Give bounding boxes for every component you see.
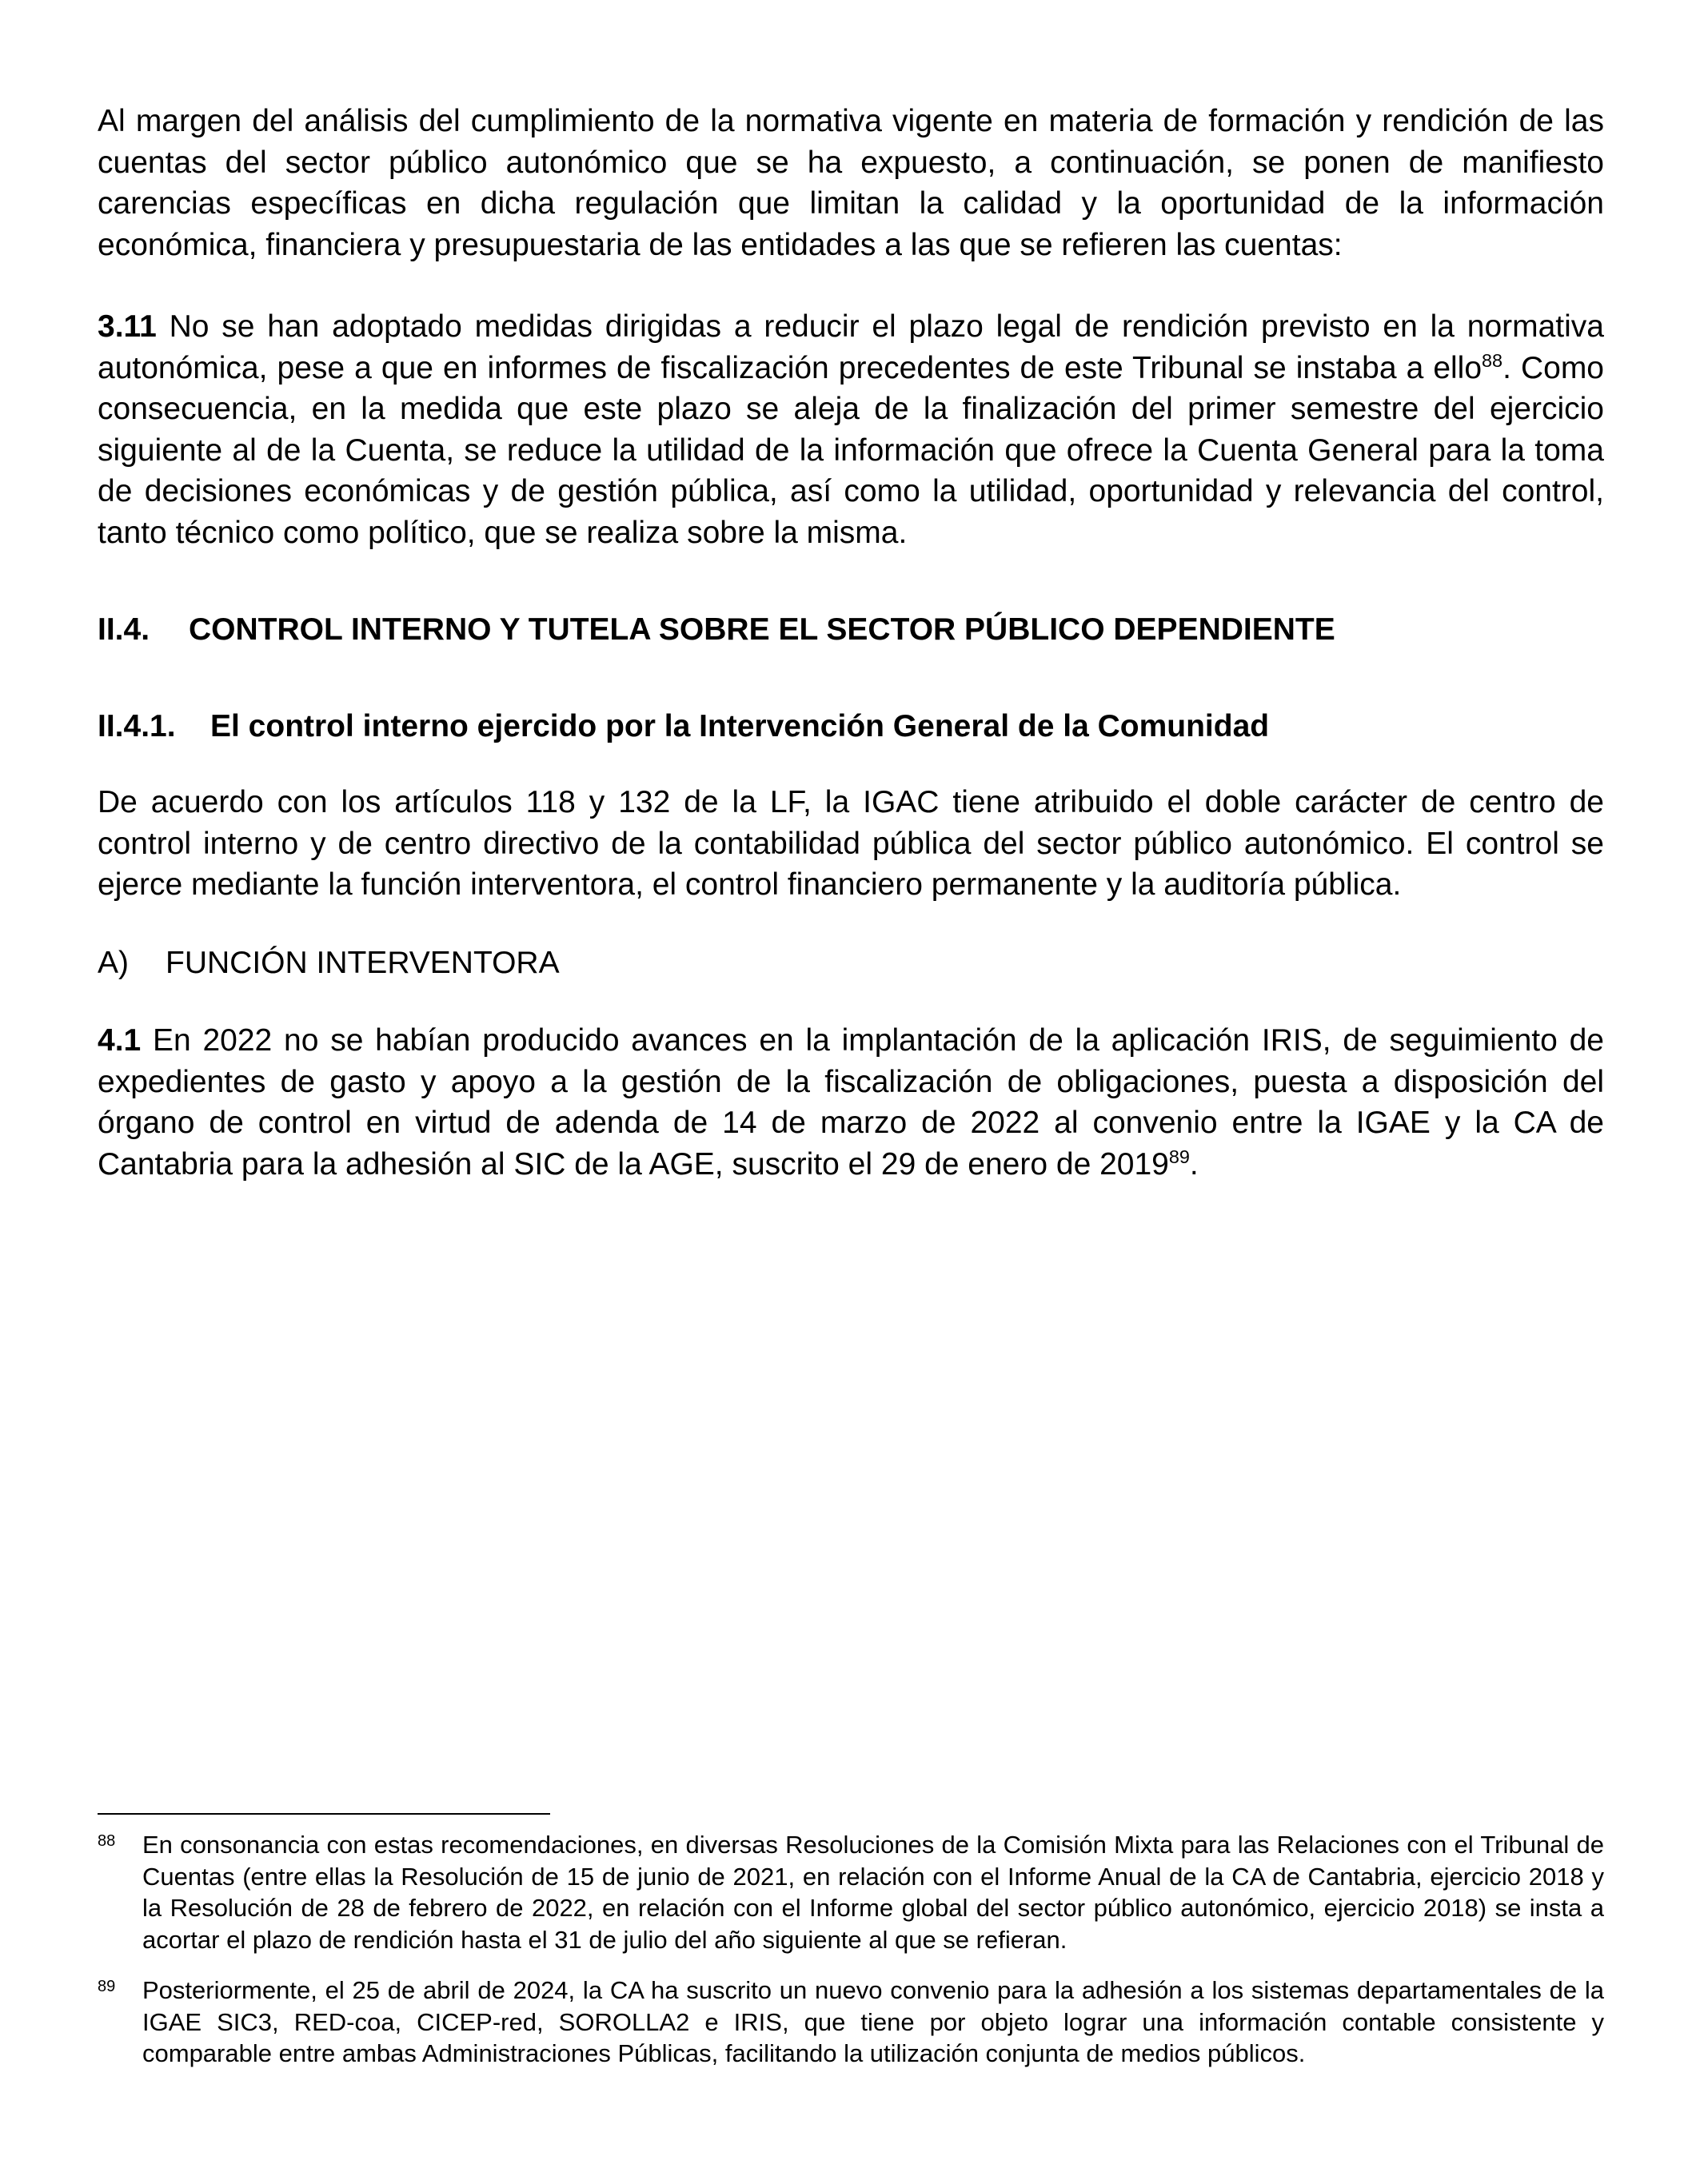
point-4-1-number: 4.1 — [98, 1023, 142, 1058]
point-3-11-text-after: . Como consecuencia, en la medida que este plazo se aleja de la finalización del primer semestre del ejercicio siguiente al de la Cuenta, se reduce la utilidad de la información que ofrece la Cuenta General para la toma de decisiones económicas y de gestión pública, así como la utilidad, oportunidad y relevancia del control, tanto técnico como político, que se realiza sobre la misma. — [98, 350, 1605, 550]
document-page — [98, 101, 1604, 1185]
subheading-title: FUNCIÓN INTERVENTORA — [166, 945, 560, 980]
section-heading-ii4 — [98, 609, 1604, 651]
section-title-ii4: CONTROL INTERNO Y TUTELA SOBRE EL SECTOR PÚBLICO DEPENDIENTE — [189, 612, 1335, 647]
point-4-1-end: . — [1189, 1146, 1199, 1182]
footnote-88 — [98, 1829, 1604, 1955]
point-4-1-text: En 2022 no se habían producido avances en la implantación de la aplicación IRIS, de seguimiento de expedientes de gasto y apoyo a la gestión de la fiscalización de obligaciones, puesta a disposición del órgano de control en virtud de adenda de 14 de marzo de 2022 al convenio entre la IGAE y la CA de Cantabria para la adhesión al SIC de la AGE, suscrito el 29 de enero de 2019 — [98, 1023, 1604, 1182]
footnote-ref-89[interactable]: 89 — [1168, 1146, 1190, 1167]
footnote-number: 89 — [98, 1978, 116, 1995]
point-3-11-number: 3.11 — [98, 309, 157, 344]
footnote-ref-88[interactable]: 88 — [1482, 349, 1503, 371]
point-4-1-paragraph — [98, 1020, 1604, 1185]
subheading-letter: A) — [98, 945, 129, 980]
intro-paragraph: Al margen del análisis del cumplimiento de la normativa vigente en materia de formación y rendición de las cuentas del sector público autonómico que se ha expuesto, a continuación, se ponen de manifiesto carencias específicas en dicha regulación que limitan la calidad y la oportunidad de la información económica, financiera y presupuestaria de las entidades a las que se refieren las cuentas: — [98, 104, 1604, 262]
section-heading-ii41 — [98, 706, 1604, 747]
subheading-funcion-interventora — [98, 943, 1604, 984]
section-number-ii4: II.4. — [98, 612, 150, 647]
footnote-text: Posteriormente, el 25 de abril de 2024, la CA ha suscrito un nuevo convenio para la adhesión a los sistemas departamentales de la IGAE SIC3, RED-coa, CICEP-red, SOROLLA2 e IRIS, que tiene por objeto lograr una información contable consistente y comparable entre ambas Administraciones Públicas, facilitando la utilización conjunta de medios públicos. — [142, 1976, 1604, 2067]
footnote-text: En consonancia con estas recomendaciones, en diversas Resoluciones de la Comisión Mixta para las Relaciones con el Tribunal de Cuentas (entre ellas la Resolución de 15 de junio de 2021, en relación con el Informe Anual de la CA de Cantabria, ejercicio 2018 y la Resolución de 28 de febrero de 2022, en relación con el Informe global del sector público autonómico, ejercicio 2018) se insta a acortar el plazo de rendición hasta el 31 de julio del año siguiente al que se refieran. — [142, 1831, 1604, 1954]
footnote-separator — [98, 1813, 550, 1815]
footnote-89 — [98, 1975, 1604, 2070]
point-3-11-text-before: No se han adoptado medidas dirigidas a reducir el plazo legal de rendición previsto en la normativa autonómica, pese a que en informes de fiscalización precedentes de este Tribunal se instaba a ello — [98, 309, 1604, 385]
footnotes — [98, 1829, 1604, 2070]
footnote-number: 88 — [98, 1832, 116, 1850]
section-title-ii41: El control interno ejercido por la Intervención General de la Comunidad — [210, 708, 1270, 743]
section-number-ii41: II.4.1. — [98, 708, 176, 743]
control-paragraph: De acuerdo con los artículos 118 y 132 de la LF, la IGAC tiene atribuido el doble carácter de centro de control interno y de centro directivo de la contabilidad pública del sector público autonómico. El control se ejerce mediante la función interventora, el control financiero permanente y la auditoría pública. — [98, 785, 1604, 902]
point-3-11-paragraph — [98, 306, 1604, 553]
